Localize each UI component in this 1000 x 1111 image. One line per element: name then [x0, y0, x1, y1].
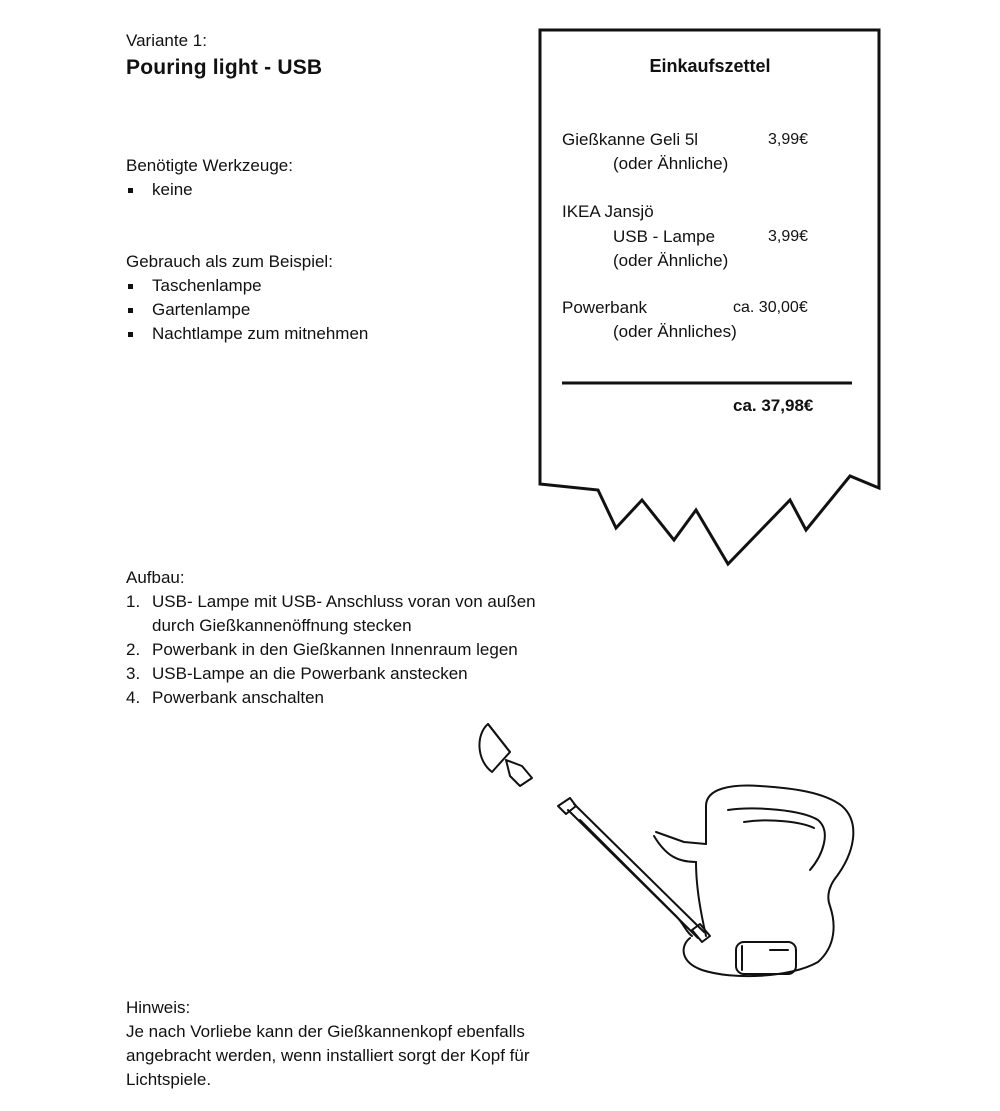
list-item: Nachtlampe zum mitnehmen	[126, 322, 368, 346]
list-item: keine	[126, 178, 193, 202]
usage-heading: Gebrauch als zum Beispiel:	[126, 252, 333, 271]
step-item	[126, 590, 536, 638]
usage-list	[126, 274, 368, 346]
step-number: 1.	[126, 592, 141, 611]
receipt-item-name: USB - Lampe	[613, 227, 716, 246]
list-item: Gartenlampe	[126, 298, 368, 322]
step-text: Powerbank in den Gießkannen Innenraum legen	[152, 640, 518, 659]
list-item: Taschenlampe	[126, 274, 368, 298]
receipt-item-note: (oder Ähnliche)	[613, 251, 729, 270]
receipt-item-price: ca. 30,00€	[733, 299, 808, 316]
receipt-item-note: (oder Ähnliche)	[613, 154, 729, 173]
receipt-title: Einkaufszettel	[649, 56, 771, 76]
note-line: Je nach Vorliebe kann der Gießkannenkopf ebenfalls	[126, 1022, 525, 1041]
note-heading: Hinweis:	[126, 998, 191, 1017]
sprinkler-head-icon	[479, 724, 532, 786]
step-item	[126, 638, 536, 662]
receipt-item-brand: IKEA Jansjö	[562, 202, 654, 221]
usb-lamp-icon	[558, 798, 710, 942]
step-text: Powerbank anschalten	[152, 688, 325, 707]
step-text-cont: durch Gießkannenöffnung stecken	[152, 616, 412, 635]
step-item	[126, 686, 536, 710]
step-number: 3.	[126, 664, 141, 683]
receipt-item-note: (oder Ähnliches)	[613, 322, 737, 341]
tools-list	[126, 178, 193, 202]
step-item	[126, 662, 536, 686]
step-number: 2.	[126, 640, 141, 659]
receipt-item-name: Gießkanne Geli 5l	[562, 130, 699, 149]
assembly-heading: Aufbau:	[126, 568, 185, 587]
page-title: Pouring light - USB	[126, 56, 323, 79]
step-text: USB- Lampe mit USB- Anschluss voran von außen	[152, 592, 536, 611]
receipt-item-name: Powerbank	[562, 298, 648, 317]
step-number: 4.	[126, 688, 141, 707]
tools-heading: Benötigte Werkzeuge:	[126, 156, 293, 175]
note-line: Lichtspiele.	[126, 1070, 212, 1089]
step-text: USB-Lampe an die Powerbank anstecken	[152, 664, 468, 683]
assembly-steps	[126, 590, 536, 710]
watering-can-icon	[654, 786, 853, 977]
receipt-item-price: 3,99€	[768, 228, 809, 245]
note-line: angebracht werden, wenn installiert sorgt der Kopf für	[126, 1046, 530, 1065]
powerbank-icon	[736, 942, 796, 974]
variant-label: Variante 1:	[126, 31, 207, 50]
watering-can-illustration	[470, 710, 870, 990]
receipt-item-price: 3,99€	[768, 131, 809, 148]
receipt-total: ca. 37,98€	[733, 396, 814, 415]
